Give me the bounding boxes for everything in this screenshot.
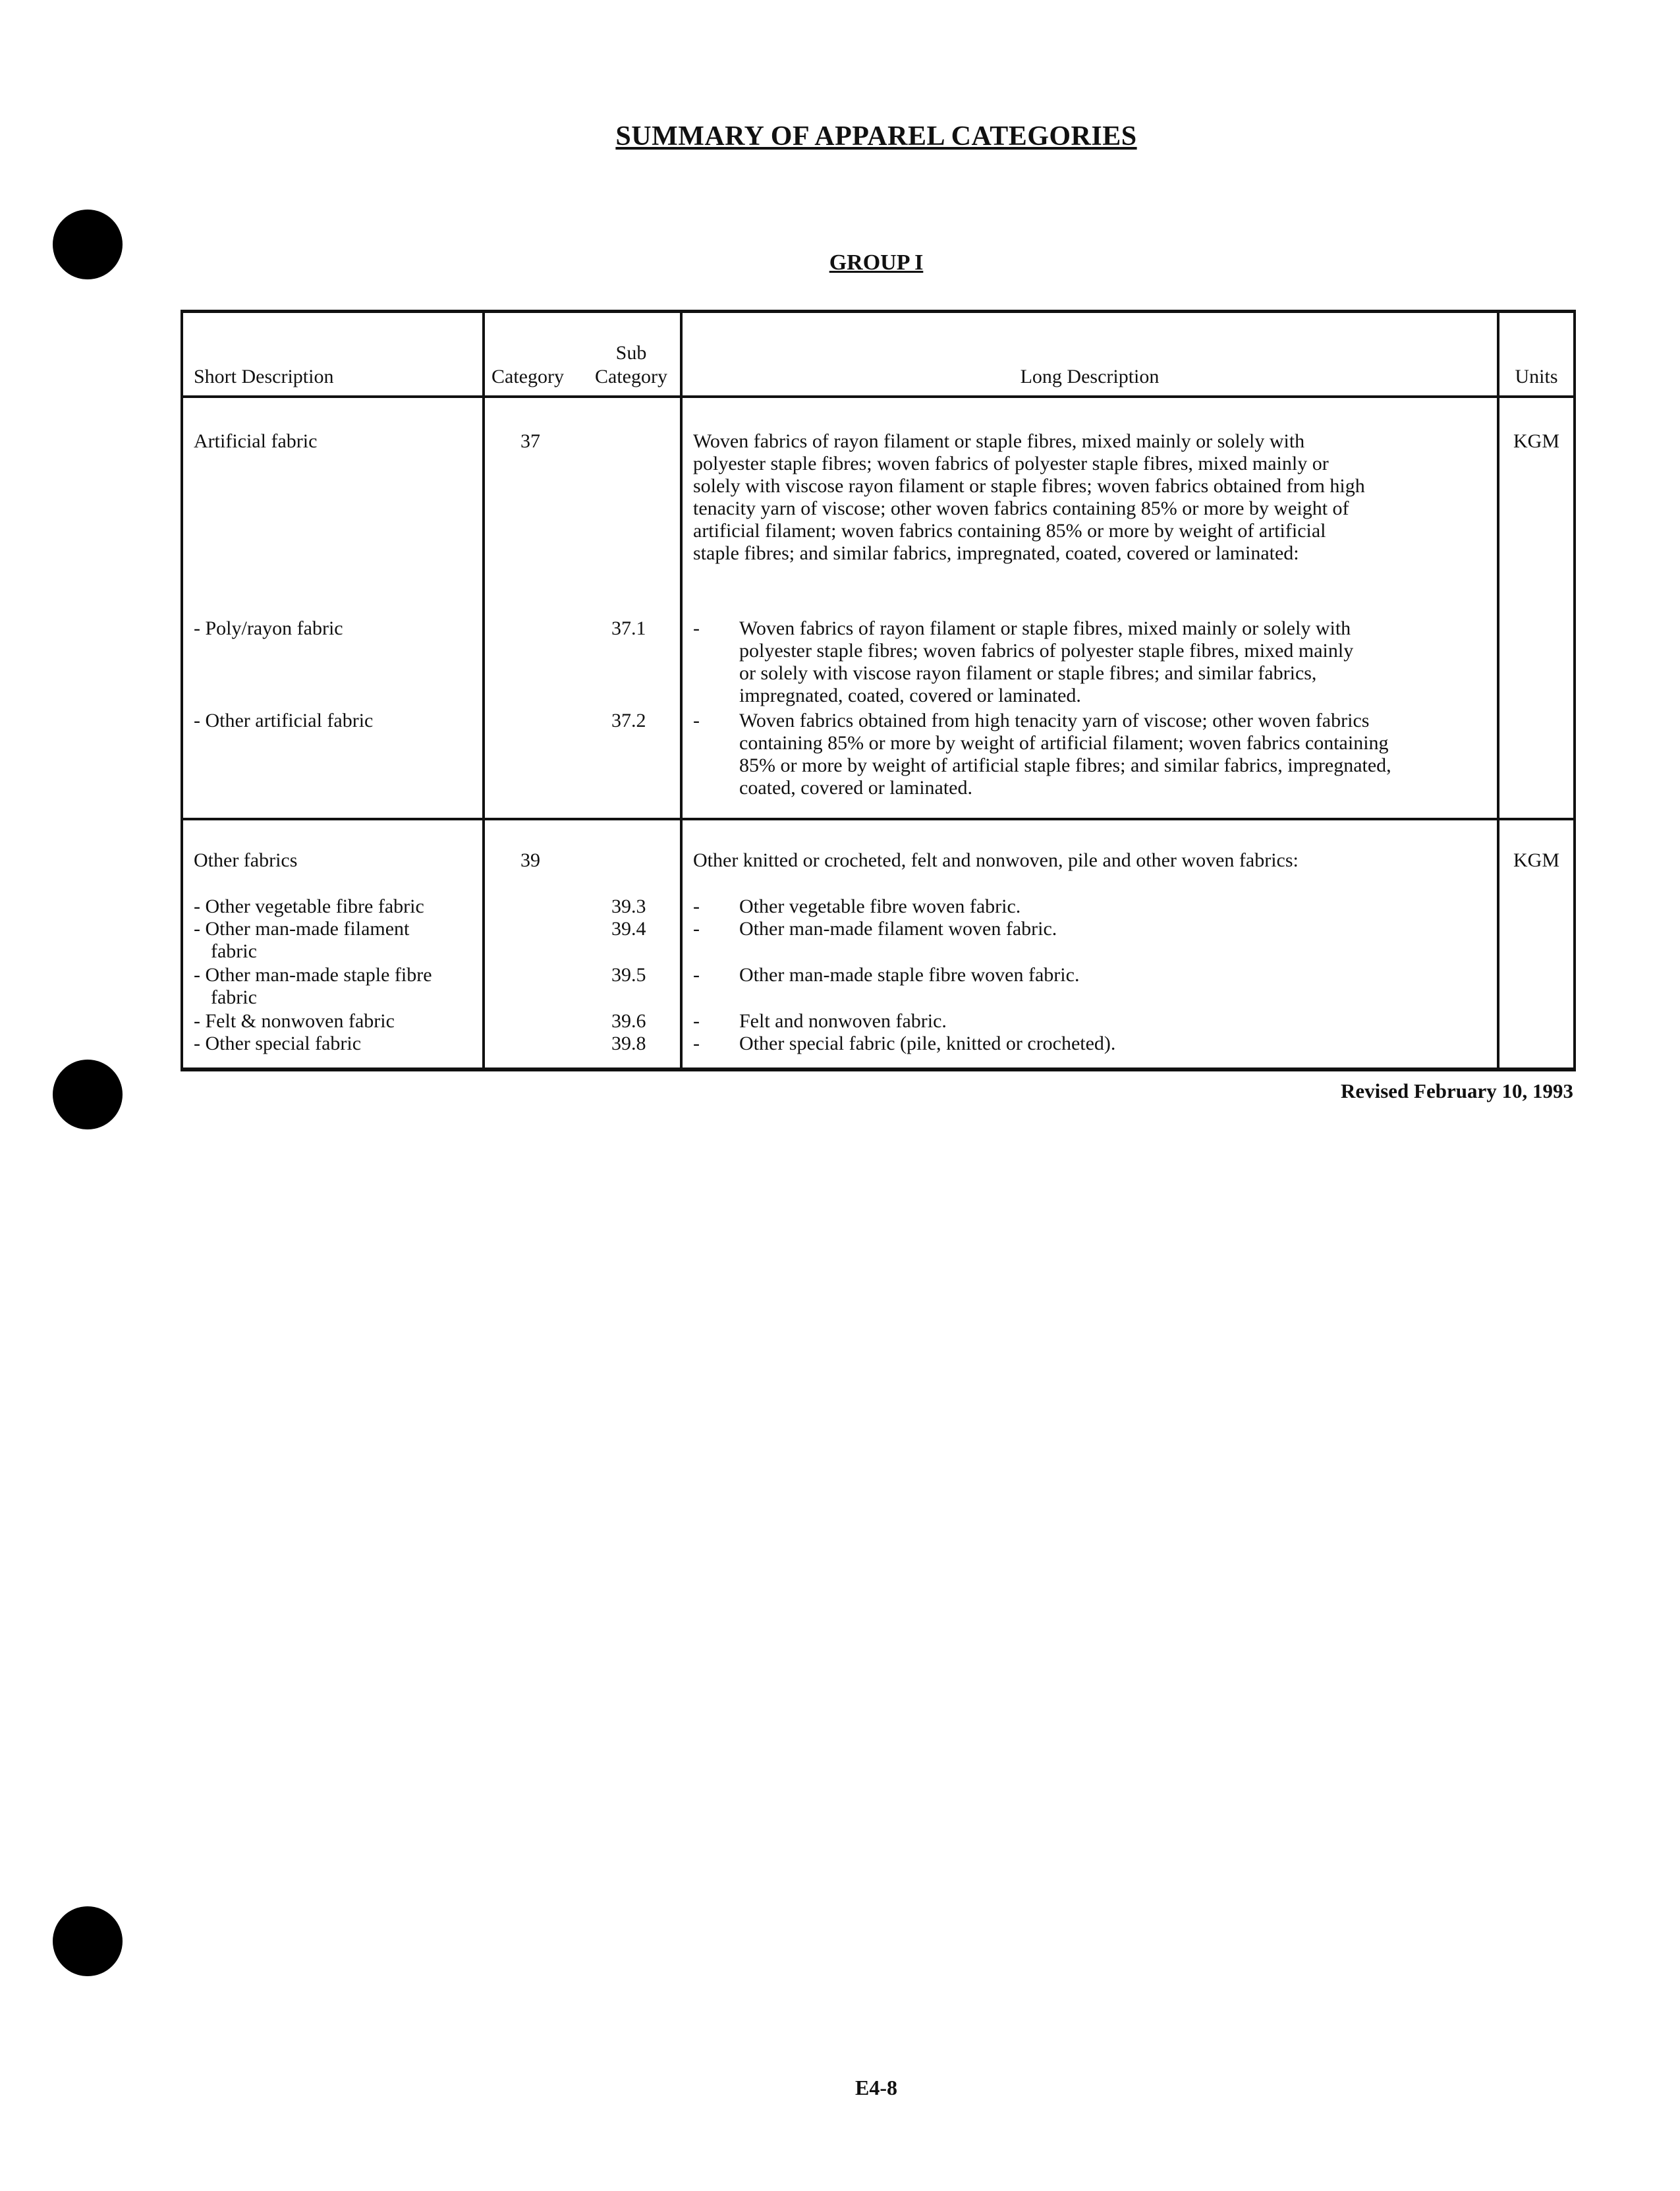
section2-row5-dash: - <box>693 1033 700 1054</box>
binder-hole-bottom <box>53 1906 123 1976</box>
section2-row2-sub: 39.4 <box>611 918 646 940</box>
document-title: SUMMARY OF APPAREL CATEGORIES <box>615 121 1137 152</box>
section2-category: 39 <box>520 849 540 871</box>
section2-long: Other knitted or crocheted, felt and nonwoven, pile and other woven fabrics: <box>693 849 1299 871</box>
section2-row4-short: - Felt & nonwoven fabric <box>194 1010 395 1032</box>
section2-row1-dash: - <box>693 896 700 917</box>
section2-row2-short-cont: fabric <box>211 940 257 962</box>
section2-row1-long: Other vegetable fibre woven fabric. <box>739 896 1021 917</box>
section1-long: Woven fabrics of rayon filament or staple fibres, mixed mainly or solely with polyester staple fibres; woven fabrics of polyester staple fibres, mixed mainly or solely with viscose rayon filament or staple fibres; woven fabrics obtained from high tenacity yarn of viscose; other woven fabrics containing 85% or more by weight of artificial filament; woven fabrics containing 85% or more by weight of artificial staple fibres; and similar fabrics, impregnated, coated, covered or laminated: <box>693 430 1365 564</box>
section2-row1-short: - Other vegetable fibre fabric <box>194 896 424 917</box>
section2-row5-sub: 39.8 <box>611 1033 646 1054</box>
column-divider <box>1497 313 1499 1067</box>
section2-row4-sub: 39.6 <box>611 1010 646 1032</box>
section1-row1-long: Woven fabrics of rayon filament or staple fibres, mixed mainly or solely with polyester staple fibres; woven fabrics of polyester staple fibres, mixed mainly or solely with viscose rayon filament or staple fibres; and similar fabrics, impregnated, coated, covered or laminated. <box>739 617 1354 706</box>
section2-row2-long: Other man-made filament woven fabric. <box>739 918 1057 940</box>
header-long-description: Long Description <box>1020 366 1160 387</box>
section2-units: KGM <box>1513 849 1559 871</box>
section2-short: Other fabrics <box>194 849 298 871</box>
header-sub-category-bottom: Category <box>595 366 667 387</box>
section1-row2-sub: 37.2 <box>611 710 646 731</box>
section2-row2-short: - Other man-made filament <box>194 918 410 940</box>
section2-row4-dash: - <box>693 1010 700 1032</box>
section1-row2-short: - Other artificial fabric <box>194 710 374 731</box>
page-number: E4-8 <box>855 2076 897 2099</box>
section2-row5-long: Other special fabric (pile, knitted or crocheted). <box>739 1033 1116 1054</box>
section2-row3-short-cont: fabric <box>211 986 257 1008</box>
header-category: Category <box>491 366 564 387</box>
section2-row2-dash: - <box>693 918 700 940</box>
column-divider <box>680 313 683 1067</box>
section2-row1-sub: 39.3 <box>611 896 646 917</box>
binder-hole-middle <box>53 1060 123 1129</box>
categories-table <box>181 310 1576 1071</box>
section2-row4-long: Felt and nonwoven fabric. <box>739 1010 947 1032</box>
header-short-description: Short Description <box>194 366 334 387</box>
section1-short: Artificial fabric <box>194 430 318 452</box>
section2-row3-dash: - <box>693 964 700 986</box>
section1-row1-sub: 37.1 <box>611 617 646 639</box>
header-divider <box>183 395 1573 398</box>
section-divider <box>183 818 1573 820</box>
section2-row3-sub: 39.5 <box>611 964 646 986</box>
header-sub-category-top: Sub <box>615 342 647 364</box>
section1-row1-dash: - <box>693 617 700 639</box>
group-title: GROUP I <box>829 250 924 275</box>
section1-row2-dash: - <box>693 710 700 731</box>
section1-row1-short: - Poly/rayon fabric <box>194 617 343 639</box>
section1-category: 37 <box>520 430 540 452</box>
header-units: Units <box>1515 366 1558 387</box>
section2-row3-long: Other man-made staple fibre woven fabric. <box>739 964 1080 986</box>
section2-row3-short: - Other man-made staple fibre <box>194 964 432 986</box>
section1-row2-long: Woven fabrics obtained from high tenacity yarn of viscose; other woven fabrics containing 85% or more by weight of artificial filament; woven fabrics containing 85% or more by weight of artificial staple fibres; and similar fabrics, impregnated, coated, covered or laminated. <box>739 710 1391 799</box>
column-divider <box>482 313 485 1067</box>
section2-row5-short: - Other special fabric <box>194 1033 362 1054</box>
revision-date: Revised February 10, 1993 <box>1340 1079 1573 1102</box>
section1-units: KGM <box>1513 430 1559 452</box>
